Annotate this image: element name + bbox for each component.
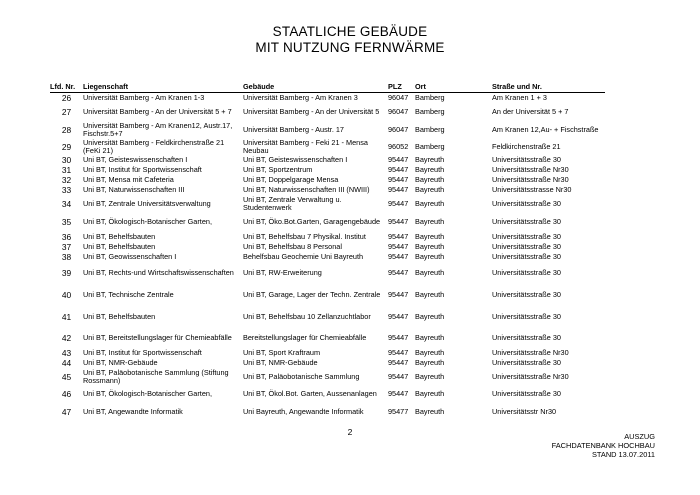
ort-cell: Bayreuth	[415, 290, 445, 300]
liegenschaft-cell: Uni BT, Zentrale Universitätsverwaltung	[83, 198, 211, 208]
table-row	[50, 122, 605, 139]
gebaeude-cell: Uni BT, Sportzentrum	[243, 165, 313, 175]
row-number: 34	[61, 198, 72, 209]
table-row	[50, 233, 605, 243]
row-number: 37	[61, 242, 72, 253]
footer-line-2: FACHDATENBANK HOCHBAU	[551, 441, 655, 450]
ort-cell: Bamberg	[415, 92, 445, 102]
ort-cell: Bayreuth	[415, 371, 445, 381]
liegenschaft-cell: Uni BT, Mensa mit Cafeteria	[83, 175, 174, 185]
liegenschaft-cell: Uni BT, Geisteswissenschaften I	[83, 155, 188, 165]
row-number: 41	[61, 312, 72, 323]
gebaeude-cell: Universität Bamberg - Am Kranen 3	[243, 92, 358, 102]
strasse-cell: Am Kranen 12,Au- + Fischstraße	[492, 124, 599, 134]
plz-cell: 95447	[388, 198, 409, 208]
ort-cell: Bayreuth	[415, 333, 445, 343]
row-number: 38	[61, 252, 72, 263]
liegenschaft-cell: Uni BT, Technische Zentrale	[83, 290, 174, 300]
gebaeude-cell: Universität Bamberg - Feki 21 - Mensa Neubau	[243, 138, 368, 155]
ort-cell: Bayreuth	[415, 242, 445, 252]
footer	[552, 432, 655, 459]
strasse-cell: Universitätsstraße 30	[492, 333, 561, 343]
strasse-cell: Universitätsstraße Nr30	[492, 175, 569, 185]
ort-cell: Bayreuth	[415, 348, 445, 358]
table-row	[50, 253, 605, 263]
gebaeude-cell: Behelfsbau Geochemie Uni Bayreuth	[243, 252, 364, 262]
row-number: 42	[61, 333, 72, 344]
row-number: 32	[61, 175, 72, 186]
row-number: 45	[61, 371, 72, 382]
ort-cell: Bayreuth	[415, 388, 445, 398]
strasse-cell: Universitätsstraße 30	[492, 312, 561, 322]
plz-cell: 95447	[388, 388, 409, 398]
table-row	[50, 139, 605, 156]
ort-cell: Bamberg	[415, 124, 445, 134]
table-row	[50, 307, 605, 329]
ort-cell: Bayreuth	[415, 252, 445, 262]
liegenschaft-cell: Uni BT, Bereitstellungslager für Chemieabfälle	[83, 333, 232, 343]
ort-cell: Bayreuth	[415, 217, 445, 227]
table-body	[50, 93, 605, 422]
plz-cell: 95447	[388, 268, 409, 278]
liegenschaft-cell: Uni BT, Behelfsbauten	[83, 242, 156, 252]
plz-cell: 95447	[388, 217, 409, 227]
gebaeude-cell: Uni BT, Behelfsbau 7 Physikal. Institut	[243, 232, 366, 242]
row-number: 44	[61, 358, 72, 369]
liegenschaft-cell: Universität Bamberg - Am Kranen12, Austr.17, Fischstr.5+7	[83, 121, 233, 138]
row-number: 36	[61, 232, 72, 243]
gebaeude-cell: Uni BT, Zentrale Verwaltung u. Studentenwerk	[243, 195, 342, 212]
gebaeude-cell: Universität Bamberg - Austr. 17	[243, 124, 344, 134]
gebaeude-cell: Uni BT, Behelfsbau 10 Zellanzuchtlabor	[243, 312, 371, 322]
table-row	[50, 166, 605, 176]
strasse-cell: Universitätsstraße Nr30	[492, 348, 569, 358]
strasse-cell: Universitätsstraße 30	[492, 388, 561, 398]
plz-cell: 96047	[388, 106, 409, 116]
column-header-gebaeude: Gebäude	[243, 80, 388, 93]
ort-cell: Bayreuth	[415, 358, 445, 368]
column-header-plz: PLZ	[388, 80, 415, 93]
table-header-row	[50, 80, 605, 93]
plz-cell: 95447	[388, 242, 409, 252]
liegenschaft-cell: Uni BT, Institut für Sportwissenschaft	[83, 348, 202, 358]
table-row	[50, 93, 605, 103]
liegenschaft-cell: Uni BT, Behelfsbauten	[83, 232, 156, 242]
strasse-cell: Feldkirchenstraße 21	[492, 141, 561, 151]
plz-cell: 95447	[388, 371, 409, 381]
gebaeude-cell: Uni BT, NMR-Gebäude	[243, 358, 318, 368]
row-number: 35	[61, 217, 72, 228]
title-line-1: STAATLICHE GEBÄUDE	[272, 24, 428, 39]
ort-cell: Bayreuth	[415, 407, 445, 417]
plz-cell: 95447	[388, 185, 409, 195]
strasse-cell: Universitätsstraße 30	[492, 217, 561, 227]
liegenschaft-cell: Uni BT, Angewandte Informatik	[83, 407, 183, 417]
gebaeude-cell: Uni BT, Doppelgarage Mensa	[243, 175, 339, 185]
table-row	[50, 196, 605, 213]
gebaeude-cell: Uni BT, Behelfsbau 8 Personal	[243, 242, 342, 252]
gebaeude-cell: Uni BT, Garage, Lager der Techn. Zentrale	[243, 290, 381, 300]
ort-cell: Bayreuth	[415, 268, 445, 278]
ort-cell: Bayreuth	[415, 165, 445, 175]
row-number: 28	[61, 124, 72, 135]
ort-cell: Bayreuth	[415, 175, 445, 185]
ort-cell: Bayreuth	[415, 198, 445, 208]
gebaeude-cell: Universität Bamberg - An der Universität 5	[243, 106, 380, 116]
strasse-cell: Universitätsstraße 30	[492, 358, 561, 368]
strasse-cell: Universitätsstraße 30	[492, 268, 561, 278]
liegenschaft-cell: Uni BT, Rechts-und Wirtschaftswissenschaften	[83, 268, 234, 278]
row-number: 47	[61, 407, 72, 418]
plz-cell: 95447	[388, 155, 409, 165]
table-row	[50, 176, 605, 186]
liegenschaft-cell: Uni BT, Ökologisch-Botanischer Garten,	[83, 388, 212, 398]
table-row	[50, 213, 605, 233]
strasse-cell: Universitätsstraße 30	[492, 290, 561, 300]
strasse-cell: Am Kranen 1 + 3	[492, 92, 547, 102]
footer-line-1: AUSZUG	[624, 432, 655, 441]
liegenschaft-cell: Universität Bamberg - Feldkirchenstraße 21 (FeKi 21)	[83, 138, 225, 155]
strasse-cell: Universitätsstraße Nr30	[492, 371, 569, 381]
footer-line-3: STAND 13.07.2011	[592, 450, 655, 459]
liegenschaft-cell: Universität Bamberg - Am Kranen 1-3	[83, 92, 205, 102]
table-row	[50, 369, 605, 385]
gebaeude-cell: Uni BT, Ökol.Bot. Garten, Aussenanlagen	[243, 388, 377, 398]
row-number: 31	[61, 165, 72, 176]
row-number: 46	[61, 388, 72, 399]
row-number: 27	[61, 106, 72, 117]
liegenschaft-cell: Uni BT, Geowissenschaften I	[83, 252, 177, 262]
plz-cell: 95477	[388, 407, 409, 417]
strasse-cell: Universitätsstraße 30	[492, 232, 561, 242]
plz-cell: 95447	[388, 252, 409, 262]
liegenschaft-cell: Uni BT, Naturwissenschaften III	[83, 185, 185, 195]
ort-cell: Bayreuth	[415, 155, 445, 165]
row-number: 39	[61, 268, 72, 279]
table-row	[50, 385, 605, 403]
strasse-cell: Universitätsstraße 30	[492, 155, 561, 165]
gebaeude-cell: Uni BT, RW-Erweiterung	[243, 268, 322, 278]
table-row	[50, 349, 605, 359]
column-header-nr: Lfd. Nr.	[50, 80, 83, 93]
column-header-liegenschaft: Liegenschaft	[83, 80, 243, 93]
plz-cell: 96047	[388, 124, 409, 134]
ort-cell: Bamberg	[415, 141, 445, 151]
table-row	[50, 285, 605, 307]
row-number: 30	[61, 155, 72, 166]
column-header-ort: Ort	[415, 80, 492, 93]
plz-cell: 96052	[388, 141, 409, 151]
liegenschaft-cell: Uni BT, Paläobotanische Sammlung (Stiftung Rossmann)	[83, 368, 229, 385]
gebaeude-cell: Uni BT, Öko.Bot.Garten, Garagengebäude	[243, 217, 381, 227]
row-number: 40	[61, 290, 72, 301]
gebaeude-cell: Uni BT, Paläobotanische Sammlung	[243, 371, 360, 381]
liegenschaft-cell: Uni BT, Behelfsbauten	[83, 312, 156, 322]
table-row	[50, 329, 605, 349]
page-number: 2	[347, 427, 353, 437]
plz-cell: 95447	[388, 358, 409, 368]
document-title	[0, 24, 700, 56]
row-number: 33	[61, 185, 72, 196]
table-row	[50, 403, 605, 422]
liegenschaft-cell: Universität Bamberg - An der Universität 5 + 7	[83, 106, 232, 116]
gebaeude-cell: Bereitstellungslager für Chemieabfälle	[243, 333, 367, 343]
table-row	[50, 103, 605, 122]
strasse-cell: Universitätsstraße Nr30	[492, 165, 569, 175]
strasse-cell: Universitätsstrasse Nr30	[492, 185, 572, 195]
plz-cell: 95447	[388, 232, 409, 242]
strasse-cell: Universitätsstraße 30	[492, 198, 561, 208]
liegenschaft-cell: Uni BT, Institut für Sportwissenschaft	[83, 165, 202, 175]
title-line-2: MIT NUTZUNG FERNWÄRME	[255, 40, 445, 55]
ort-cell: Bayreuth	[415, 185, 445, 195]
table-row	[50, 186, 605, 196]
strasse-cell: Universitätsstr Nr30	[492, 407, 557, 417]
liegenschaft-cell: Uni BT, Ökologisch-Botanischer Garten,	[83, 217, 212, 227]
gebaeude-cell: Uni BT, Naturwissenschaften III (NWIII)	[243, 185, 370, 195]
gebaeude-cell: Uni BT, Geisteswissenschaften I	[243, 155, 348, 165]
plz-cell: 95447	[388, 290, 409, 300]
ort-cell: Bamberg	[415, 106, 445, 116]
column-header-strasse: Straße und Nr.	[492, 80, 605, 93]
ort-cell: Bayreuth	[415, 312, 445, 322]
plz-cell: 95447	[388, 312, 409, 322]
table-row	[50, 263, 605, 285]
plz-cell: 95447	[388, 348, 409, 358]
row-number: 29	[61, 141, 72, 152]
table-row	[50, 156, 605, 166]
gebaeude-cell: Uni BT, Sport Kraftraum	[243, 348, 321, 358]
gebaeude-cell: Uni Bayreuth, Angewandte Informatik	[243, 407, 364, 417]
plz-cell: 96047	[388, 92, 409, 102]
table-row	[50, 243, 605, 253]
row-number: 43	[61, 348, 72, 359]
strasse-cell: Universitätsstraße 30	[492, 242, 561, 252]
plz-cell: 95447	[388, 165, 409, 175]
buildings-table	[50, 80, 605, 422]
liegenschaft-cell: Uni BT, NMR-Gebäude	[83, 358, 158, 368]
row-number: 26	[61, 92, 72, 103]
plz-cell: 95447	[388, 175, 409, 185]
strasse-cell: An der Universität 5 + 7	[492, 106, 569, 116]
plz-cell: 95447	[388, 333, 409, 343]
strasse-cell: Universitätsstraße 30	[492, 252, 561, 262]
table-row	[50, 359, 605, 369]
ort-cell: Bayreuth	[415, 232, 445, 242]
